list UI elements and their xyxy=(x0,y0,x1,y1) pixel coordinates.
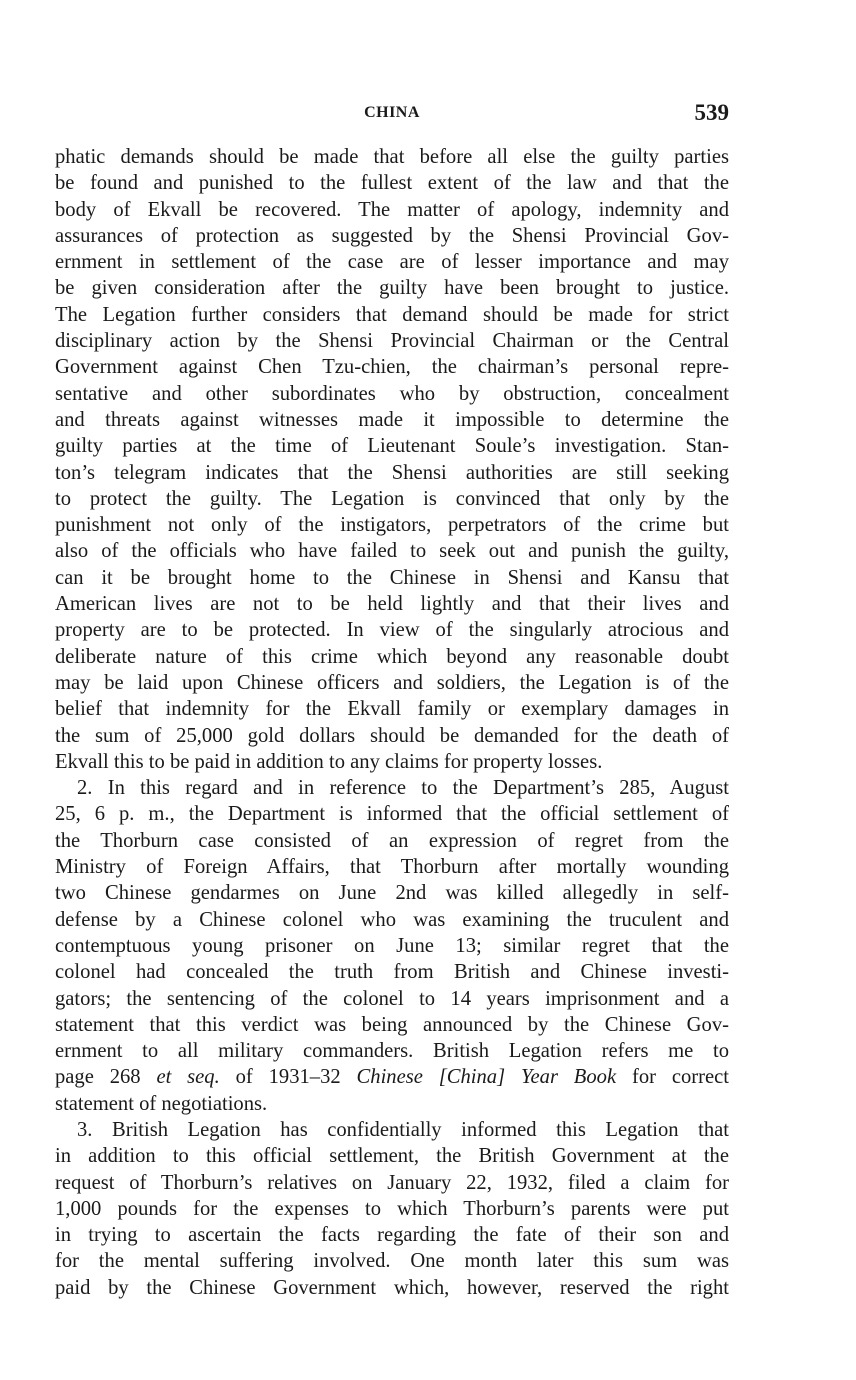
text-line: 3. British Legation has confidentially informed this Legation that xyxy=(77,1118,729,1141)
text-line: phatic demands should be made that before all else the guilty parties xyxy=(55,146,729,168)
text-line: in trying to ascertain the facts regarding the fate of their son and xyxy=(55,1224,729,1247)
text-line: 25, 6 p. m., the Department is informed that the official settlement of xyxy=(55,803,729,826)
citation-text: of 1931–32 xyxy=(219,1066,357,1089)
text-line: American lives are not to be held lightly and that their lives and xyxy=(55,593,729,616)
text-line: 2. In this regard and in reference to the Department’s 285, August xyxy=(77,777,729,800)
text-line: to protect the guilty. The Legation is convinced that only by the xyxy=(55,487,729,510)
text-line: two Chinese gendarmes on June 2nd was killed allegedly in self- xyxy=(55,882,729,905)
text-line: in addition to this official settlement, the British Government at the xyxy=(55,1145,729,1168)
text-line: punishment not only of the instigators, perpetrators of the crime but xyxy=(55,514,729,537)
text-line: colonel had concealed the truth from British and Chinese investi- xyxy=(55,961,729,984)
text-line: ernment to all military commanders. British Legation refers me to xyxy=(55,1040,729,1063)
text-line: 1,000 pounds for the expenses to which Thorburn’s parents were put xyxy=(55,1197,729,1220)
text-line: The Legation further considers that demand should be made for strict xyxy=(55,303,729,326)
text-line: paid by the Chinese Government which, however, reserved the right xyxy=(55,1276,729,1299)
text-line: ernment in settlement of the case are of lesser importance and may xyxy=(55,251,729,274)
text-line: also of the officials who have failed to seek out and punish the guilty, xyxy=(55,540,729,563)
text-line: Ekvall this to be paid in addition to any claims for property losses. xyxy=(55,750,603,773)
text-line: for the mental suffering involved. One month later this sum was xyxy=(55,1250,729,1273)
citation-china: [China] xyxy=(422,1066,521,1089)
text-line: and threats against witnesses made it impossible to determine the xyxy=(55,408,729,431)
text-line: disciplinary action by the Shensi Provincial Chairman or the Central xyxy=(55,330,729,353)
text-line: statement that this verdict was being announced by the Chinese Gov- xyxy=(55,1013,729,1036)
text-line: may be laid upon Chinese officers and soldiers, the Legation is of the xyxy=(55,671,729,694)
text-line: ton’s telegram indicates that the Shensi authorities are still seeking xyxy=(55,461,729,484)
running-title: CHINA xyxy=(364,104,420,121)
running-header xyxy=(55,100,729,130)
text-line: gators; the sentencing of the colonel to 14 years imprisonment and a xyxy=(55,987,729,1010)
text-line: be found and punished to the fullest extent of the law and that the xyxy=(55,172,729,195)
text-line: the sum of 25,000 gold dollars should be demanded for the death of xyxy=(55,724,729,747)
text-line: sentative and other subordinates who by obstruction, concealment xyxy=(55,382,729,405)
text-line: property are to be protected. In view of the singularly atrocious and xyxy=(55,619,729,642)
text-line: be given consideration after the guilty have been brought to justice. xyxy=(55,277,729,300)
text-line: deliberate nature of this crime which beyond any reasonable doubt xyxy=(55,645,729,668)
citation-text: for correct xyxy=(616,1066,729,1089)
citation-text: page 268 xyxy=(55,1066,157,1089)
text-line: statement of negotiations. xyxy=(55,1092,268,1115)
text-line: contemptuous young prisoner on June 13; similar regret that the xyxy=(55,934,729,957)
citation-et-seq: et seq. xyxy=(156,1066,220,1089)
text-line: body of Ekvall be recovered. The matter of apology, indemnity and xyxy=(55,198,729,221)
text-line: Government against Chen Tzu-chien, the chairman’s personal repre- xyxy=(55,356,729,379)
citation-chinese: Chinese xyxy=(356,1066,423,1089)
text-line: can it be brought home to the Chinese in Shensi and Kansu that xyxy=(55,566,729,589)
text-line: defense by a Chinese colonel who was examining the truculent and xyxy=(55,908,729,931)
text-line: belief that indemnity for the Ekvall family or exemplary damages in xyxy=(55,698,729,721)
text-line: guilty parties at the time of Lieutenant Soule’s investigation. Stan- xyxy=(55,435,729,458)
text-line: request of Thorburn’s relatives on January 22, 1932, filed a claim for xyxy=(55,1171,729,1194)
text-line: Ministry of Foreign Affairs, that Thorburn after mortally wounding xyxy=(55,856,729,879)
text-line: the Thorburn case consisted of an expression of regret from the xyxy=(55,829,729,852)
text-line: assurances of protection as suggested by the Shensi Provincial Gov- xyxy=(55,224,729,247)
body-text xyxy=(55,144,729,1301)
citation-year-book: Year Book xyxy=(520,1066,617,1089)
page-number: 539 xyxy=(694,100,729,125)
text-line-citation xyxy=(55,1064,729,1090)
